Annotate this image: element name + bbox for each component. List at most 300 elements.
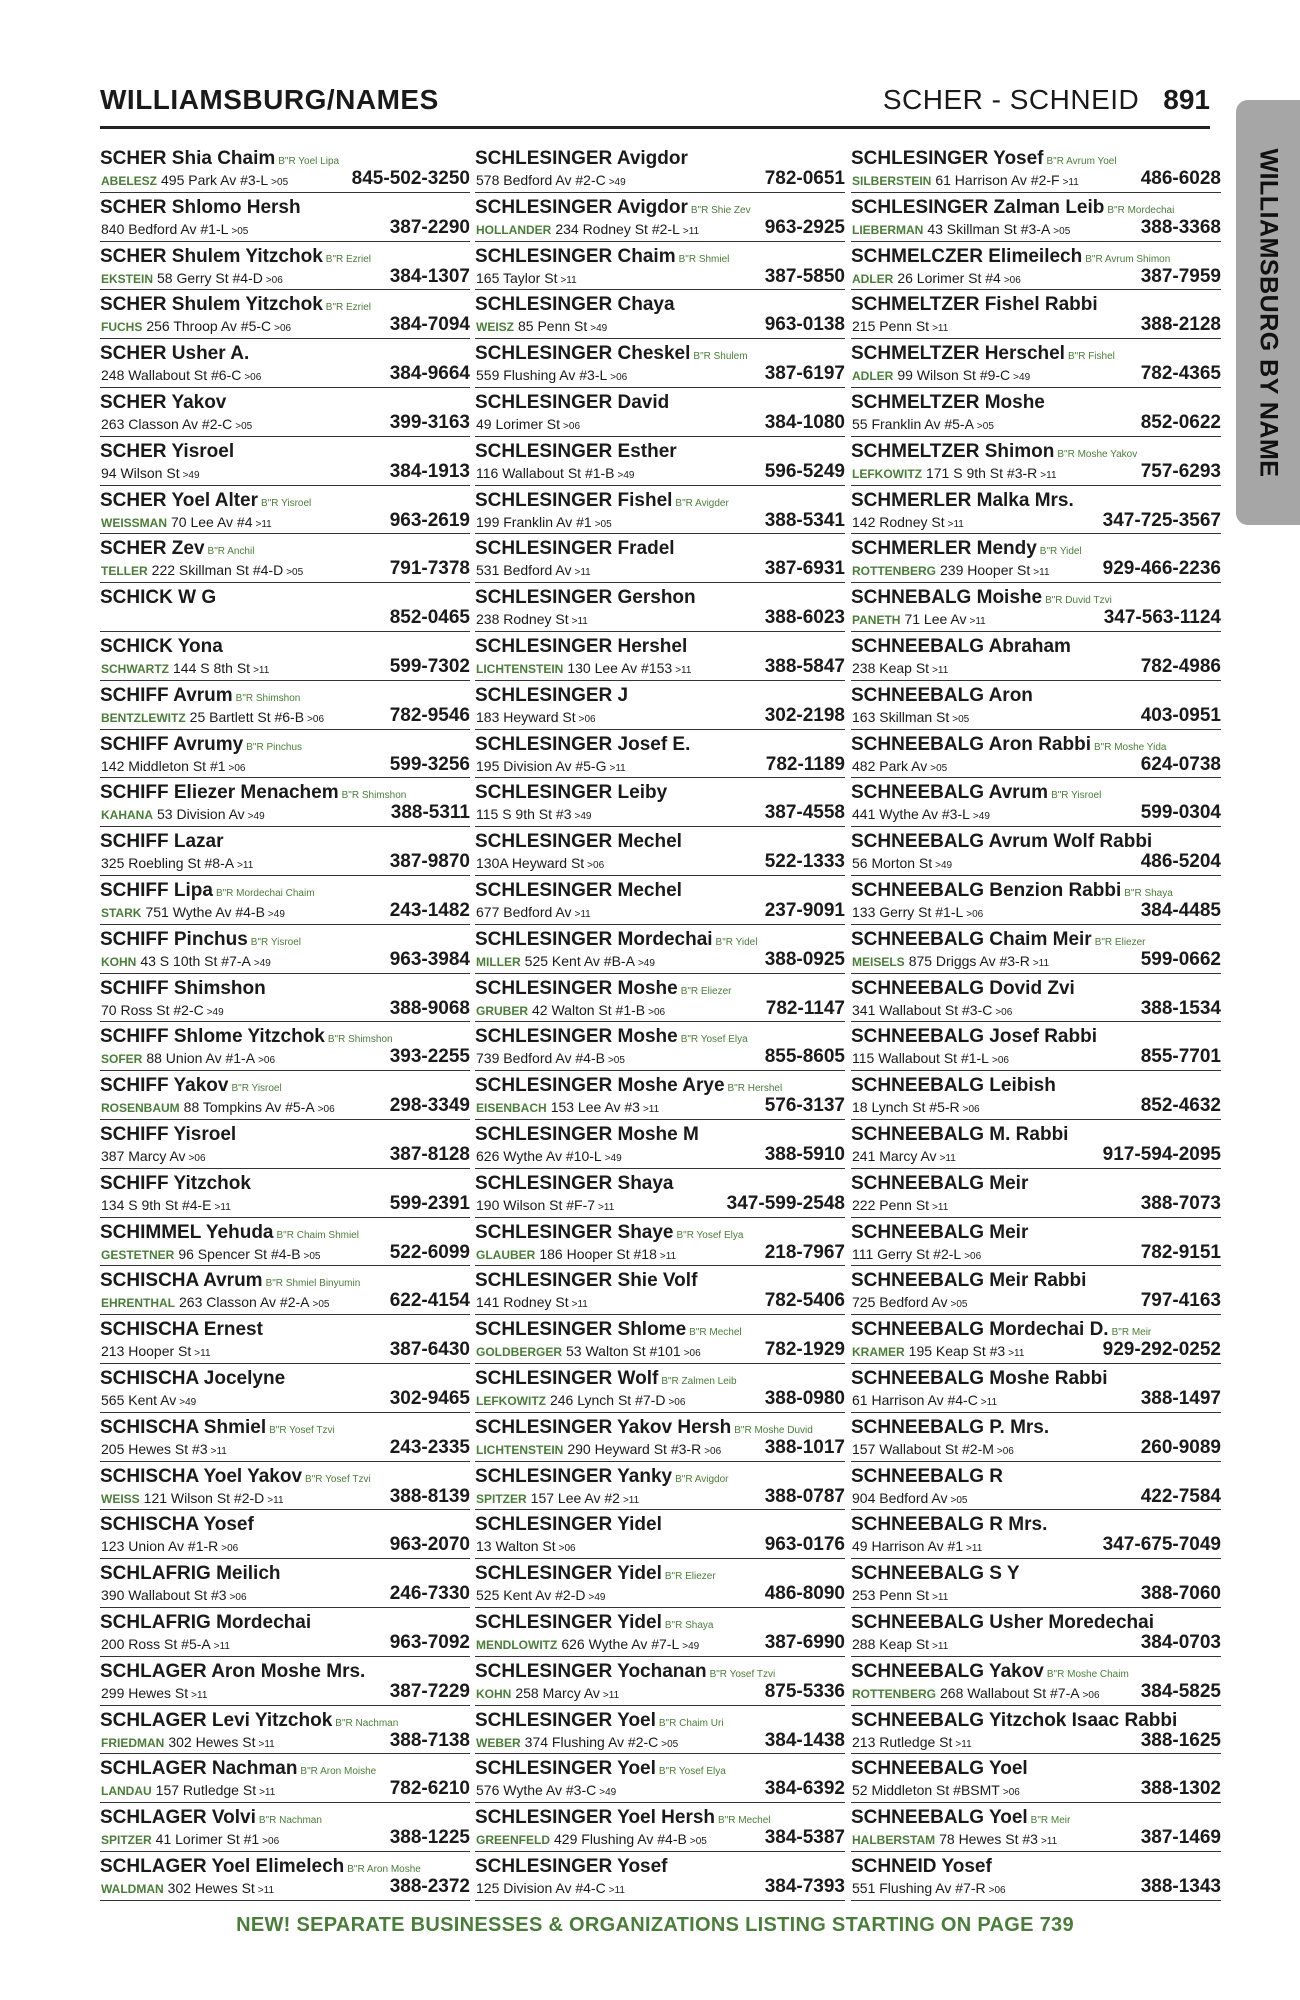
listing-name: SCHLESINGER Shlome	[475, 1319, 687, 1341]
listing-entry	[100, 974, 470, 1023]
phone-number: 791-7378	[389, 558, 470, 580]
entry-address-line	[852, 904, 983, 920]
parent-name: B"R Pinchus	[246, 741, 303, 753]
entry-name-line	[100, 1563, 281, 1585]
entry-address-line	[852, 562, 1050, 578]
street-address: 263 Classon Av #2-C	[101, 415, 233, 432]
zip-suffix: >06	[587, 860, 605, 872]
zip-suffix: >05	[231, 225, 249, 237]
listing-entry	[851, 681, 1221, 730]
parent-name: B"R Moshe Yida	[1093, 741, 1167, 753]
entry-address-line	[476, 221, 699, 237]
listing-entry	[851, 1071, 1221, 1120]
zip-suffix: >11	[1032, 957, 1050, 969]
street-address: 875 Driggs Av #3-R	[908, 952, 1030, 969]
parent-name: B"R Avrum Yoel	[1046, 156, 1117, 167]
entry-address-line	[852, 1782, 1020, 1798]
zip-suffix: >11	[622, 1494, 640, 1506]
zip-suffix: >11	[257, 1884, 275, 1896]
listing-name: SCHLESINGER Moshe Arye	[475, 1075, 725, 1097]
listing-name: SCHICK W G	[100, 587, 217, 609]
zip-suffix: >49	[179, 1396, 197, 1408]
entry-name-line	[100, 978, 266, 1000]
entry-name-line	[100, 197, 301, 219]
entry-address-line	[852, 806, 990, 822]
parent-name: B"R Hershel	[727, 1083, 783, 1095]
zip-suffix: >06	[988, 1884, 1006, 1896]
phone-number: 302-2198	[764, 704, 845, 726]
entry-address-line	[852, 1490, 967, 1506]
entry-address-line	[476, 1538, 576, 1554]
family-name: ROTTENBERG	[852, 1686, 936, 1701]
listing-name: SCHLESINGER Yidel	[475, 1611, 662, 1633]
entry-address-line	[476, 1587, 605, 1603]
street-address: 61 Harrison Av #4-C	[852, 1391, 978, 1408]
zip-suffix: >05	[950, 1299, 968, 1311]
listing-entry	[100, 583, 470, 632]
entry-address-line	[101, 172, 288, 188]
zip-suffix: >06	[558, 1543, 576, 1555]
entry-name-line	[475, 392, 669, 414]
listing-entry	[475, 1754, 845, 1803]
entry-name-line	[851, 246, 1170, 268]
entry-name-line	[475, 1368, 737, 1390]
zip-suffix: >49	[617, 469, 635, 481]
zip-suffix: >06	[995, 1006, 1013, 1018]
parent-name: B"R Yoel Lipa	[278, 156, 340, 167]
listing-entry	[851, 632, 1221, 681]
phone-number: 347-599-2548	[726, 1192, 845, 1214]
listing-name: SCHNEEBALG Josef Rabbi	[851, 1026, 1097, 1048]
listing-entry	[851, 974, 1221, 1023]
listing-entry	[100, 632, 470, 681]
entry-name-line	[100, 343, 249, 365]
zip-suffix: >11	[267, 1494, 284, 1506]
phone-number: 388-6023	[764, 607, 845, 629]
parent-name: B"R Yosef Elya	[680, 1034, 748, 1046]
entry-name-line	[851, 1270, 1086, 1292]
street-address: 70 Ross St #2-C	[101, 1001, 204, 1018]
phone-number: 387-9870	[389, 851, 470, 873]
listing-name: SCHLAGER Volvi	[100, 1807, 256, 1829]
street-address: 49 Lorimer St	[476, 415, 561, 432]
zip-suffix: >11	[255, 518, 272, 530]
zip-suffix: >11	[1040, 469, 1057, 481]
entry-address-line	[101, 465, 200, 481]
entry-address-line	[476, 1148, 622, 1164]
street-address: 144 S 8th St	[173, 659, 251, 676]
street-address: 125 Division Av #4-C	[476, 1879, 606, 1896]
entry-address-line	[852, 1587, 948, 1603]
listing-name: SCHLESINGER David	[475, 391, 670, 413]
entry-name-line	[475, 1075, 782, 1097]
zip-suffix: >05	[661, 1738, 679, 1750]
phone-number: 399-3163	[389, 411, 470, 433]
listing-name: SCHLESINGER Fishel	[475, 489, 673, 511]
entry-address-line	[101, 416, 252, 432]
listing-entry	[100, 1218, 470, 1267]
entry-address-line	[852, 1002, 1012, 1018]
phone-number: 963-2070	[389, 1534, 470, 1556]
entry-name-line	[851, 1319, 1151, 1341]
entry-address-line	[852, 611, 986, 627]
entry-address-line	[476, 1782, 616, 1798]
family-name: FUCHS	[101, 320, 143, 335]
parent-name: B"R Shmiel	[678, 253, 730, 265]
entry-name-line	[475, 734, 690, 756]
listing-entry	[851, 193, 1221, 242]
zip-suffix: >11	[214, 1201, 231, 1213]
phone-number: 852-4632	[1140, 1095, 1221, 1117]
listing-entry	[100, 1364, 470, 1413]
zip-suffix: >06	[578, 713, 596, 725]
entry-address-line	[476, 1490, 639, 1506]
listing-name: SCHNEEBALG Meir Rabbi	[851, 1270, 1087, 1292]
listing-name: SCHIFF Shimshon	[100, 977, 266, 999]
entry-name-line	[851, 1466, 1003, 1488]
street-address: 205 Hewes St #3	[101, 1440, 208, 1457]
entry-address-line	[476, 1734, 678, 1750]
entry-name-line	[100, 246, 371, 268]
zip-suffix: >06	[563, 420, 581, 432]
listing-name: SCHLESINGER Yidel	[475, 1563, 662, 1585]
phone-number: 384-6392	[764, 1778, 845, 1800]
listing-entry	[851, 1169, 1221, 1218]
zip-suffix: >11	[1040, 1836, 1058, 1848]
entry-address-line	[852, 1099, 980, 1115]
zip-suffix: >11	[191, 1689, 208, 1701]
entry-name-line	[475, 1758, 726, 1780]
zip-suffix: >49	[206, 1006, 224, 1018]
street-address: 578 Bedford Av #2-C	[476, 172, 606, 188]
entry-name-line	[100, 1758, 376, 1780]
entry-name-line	[851, 1417, 1049, 1439]
entry-address-line	[101, 562, 303, 578]
phone-number: 599-7302	[389, 655, 470, 677]
entry-address-line	[101, 1685, 207, 1701]
entry-name-line	[475, 1417, 813, 1439]
parent-name: B"R Moshe Chaim	[1046, 1668, 1129, 1680]
entry-name-line	[475, 636, 687, 658]
street-address: 186 Hooper St #18	[539, 1245, 657, 1262]
listing-entry	[851, 144, 1221, 193]
entry-name-line	[100, 1319, 263, 1341]
entry-address-line	[852, 172, 1079, 188]
entry-name-line	[100, 441, 234, 463]
entry-address-line	[852, 465, 1057, 481]
zip-suffix: >11	[253, 664, 270, 676]
listing-name: SCHNEEBALG Aron Rabbi	[851, 733, 1091, 755]
entry-name-line	[851, 1710, 1177, 1732]
listing-name: SCHLESINGER Wolf	[475, 1367, 659, 1389]
listing-name: SCHLESINGER Shie Volf	[475, 1270, 698, 1292]
phone-number: 486-6028	[1140, 168, 1221, 189]
street-address: 565 Kent Av	[101, 1391, 177, 1408]
entry-name-line	[851, 1173, 1028, 1195]
listing-name: SCHNEEBALG Yakov	[851, 1660, 1044, 1682]
phone-number: 403-0951	[1140, 704, 1221, 726]
parent-name: B"R Chaim Uri	[658, 1717, 724, 1729]
family-name: GLAUBER	[476, 1247, 536, 1262]
street-address: 171 S 9th St #3-R	[925, 464, 1038, 481]
phone-number: 302-9465	[389, 1387, 470, 1409]
entry-address-line	[852, 1148, 956, 1164]
parent-name: B"R Nachman	[335, 1717, 399, 1729]
zip-suffix: >06	[610, 372, 628, 384]
zip-suffix: >49	[682, 1640, 700, 1652]
listing-name: SCHLESINGER Chaim	[475, 245, 676, 267]
street-address: 153 Lee Av #3	[550, 1099, 640, 1116]
street-address: 130A Heyward St	[476, 855, 585, 872]
street-address: 234 Rodney St #2-L	[555, 220, 680, 237]
street-address: 751 Wythe Av #4-B	[145, 903, 265, 920]
phone-number: 963-7092	[389, 1631, 470, 1653]
street-address: 429 Flushing Av #4-B	[554, 1831, 687, 1848]
entry-name-line	[851, 490, 1074, 512]
phone-number: 622-4154	[389, 1290, 470, 1312]
phone-number: 387-4558	[764, 802, 845, 824]
listing-name: SCHLESINGER Josef E.	[475, 733, 691, 755]
entry-name-line	[100, 148, 339, 170]
street-address: 268 Wallabout St #7-A	[940, 1684, 1080, 1701]
parent-name: B"R Avigdor	[675, 1473, 729, 1485]
family-name: ROTTENBERG	[852, 564, 936, 579]
listing-entry	[475, 1413, 845, 1462]
listing-entry	[475, 1462, 845, 1511]
phone-number: 782-9546	[389, 704, 470, 726]
zip-suffix: >11	[560, 274, 577, 286]
street-address: 190 Wilson St #F-7	[476, 1196, 596, 1213]
phone-number: 384-1307	[389, 265, 470, 287]
entry-name-line	[475, 538, 675, 560]
listing-name: SCHNEBALG Moishe	[851, 587, 1043, 609]
phone-number: 384-5825	[1140, 1680, 1221, 1702]
listing-name: SCHER Yakov	[100, 391, 227, 413]
zip-suffix: >49	[574, 811, 592, 823]
listing-entry	[851, 437, 1221, 486]
street-address: 246 Lynch St #7-D	[549, 1391, 666, 1408]
parent-name: B"R Yisroel	[231, 1083, 282, 1095]
listing-name: SCHNEEBALG Yitzchok Isaac Rabbi	[851, 1709, 1178, 1731]
entry-name-line	[475, 1563, 716, 1585]
street-address: 157 Wallabout St #2-M	[852, 1440, 994, 1457]
family-name: KOHN	[476, 1686, 512, 1701]
street-address: 61 Harrison Av #2-F	[935, 172, 1060, 188]
entry-address-line	[101, 1538, 238, 1554]
listing-entry	[100, 193, 470, 242]
entry-address-line	[476, 611, 588, 627]
listing-name: SCHLESINGER Yoel	[475, 1709, 656, 1731]
entry-address-line	[476, 514, 612, 530]
street-address: 157 Lee Av #2	[530, 1489, 620, 1506]
parent-name: B"R Yisroel	[1051, 790, 1102, 802]
listing-entry	[475, 974, 845, 1023]
street-address: 626 Wythe Av #10-L	[476, 1147, 602, 1164]
listing-name: SCHLESINGER Esther	[475, 440, 677, 462]
zip-suffix: >11	[932, 1201, 949, 1213]
entry-name-line	[851, 1368, 1108, 1390]
listing-name: SCHICK Yona	[100, 635, 223, 657]
entry-name-line	[475, 1661, 775, 1683]
street-address: 88 Union Av #1-A	[146, 1050, 256, 1067]
listing-name: SCHMELCZER Elimeilech	[851, 245, 1083, 267]
phone-number: 486-5204	[1140, 851, 1221, 873]
listing-entry	[100, 437, 470, 486]
listing-column-1	[100, 144, 470, 1901]
listing-name: SCHNEEBALG Aron	[851, 684, 1033, 706]
zip-suffix: >11	[213, 1640, 230, 1652]
entry-name-line	[100, 734, 302, 756]
entry-name-line	[475, 1026, 748, 1048]
zip-suffix: >11	[574, 567, 591, 579]
entry-name-line	[100, 1026, 393, 1048]
street-address: 53 Division Av	[157, 806, 245, 823]
listing-name: SCHLESINGER Yoel Hersh	[475, 1807, 716, 1829]
street-address: 241 Marcy Av	[852, 1147, 937, 1164]
parent-name: B"R Shmiel Binyumin	[265, 1278, 361, 1290]
street-address: 133 Gerry St #1-L	[852, 903, 964, 920]
family-name: LANDAU	[101, 1784, 152, 1799]
entry-address-line	[101, 270, 283, 286]
parent-name: B"R Shimshon	[327, 1034, 393, 1046]
phone-number: 845-502-3250	[351, 168, 470, 189]
entry-address-line	[101, 806, 265, 822]
parent-name: B"R Nachman	[258, 1815, 322, 1827]
phone-number: 797-4163	[1140, 1290, 1221, 1312]
entry-address-line	[101, 1490, 284, 1506]
listing-name: SCHNEEBALG Moshe Rabbi	[851, 1367, 1108, 1389]
zip-suffix: >05	[930, 762, 948, 774]
zip-suffix: >05	[594, 518, 612, 530]
zip-suffix: >06	[1003, 274, 1021, 286]
parent-name: B"R Shaya	[664, 1619, 714, 1631]
listing-entry	[851, 486, 1221, 535]
listing-name: SCHISCHA Yoel Yakov	[100, 1465, 303, 1487]
zip-suffix: >49	[637, 957, 655, 969]
family-name: WEISS	[101, 1491, 140, 1506]
phone-number: 388-9068	[389, 997, 470, 1019]
listing-name: SCHER Usher A.	[100, 343, 250, 365]
zip-suffix: >06	[221, 1543, 239, 1555]
listing-entry	[475, 632, 845, 681]
listing-entry	[100, 534, 470, 583]
parent-name: B"R Shaya	[1124, 887, 1173, 899]
entry-name-line	[475, 294, 675, 316]
listing-entry	[100, 1266, 470, 1315]
zip-suffix: >06	[262, 1836, 280, 1848]
listing-entry	[100, 827, 470, 876]
parent-name: B"R Avigder	[675, 497, 729, 509]
phone-number: 782-9151	[1140, 1241, 1221, 1263]
family-name: EKSTEIN	[101, 271, 154, 286]
entry-name-line	[100, 294, 371, 316]
family-name: EISENBACH	[476, 1101, 547, 1116]
listing-name: SCHMELTZER Herschel	[851, 343, 1065, 365]
entry-address-line	[101, 1246, 321, 1262]
street-address: 441 Wythe Av #3-L	[852, 806, 970, 823]
street-address: 116 Wallabout St #1-B	[476, 464, 615, 481]
entry-address-line	[476, 270, 577, 286]
entry-address-line	[476, 465, 635, 481]
listing-entry	[851, 778, 1221, 827]
entry-name-line	[475, 978, 732, 1000]
phone-number: 782-1189	[765, 753, 845, 775]
zip-suffix: >11	[194, 1348, 211, 1360]
listing-name: SCHLAFRIG Meilich	[100, 1563, 281, 1585]
listing-entry	[851, 1657, 1221, 1706]
listing-name: SCHLAGER Nachman	[100, 1758, 298, 1780]
phone-number: 388-5847	[764, 655, 845, 677]
listing-name: SCHLAGER Levi Yitzchok	[100, 1709, 333, 1731]
listing-entry	[475, 925, 845, 974]
family-name: FRIEDMAN	[101, 1735, 165, 1750]
listing-name: SCHER Zev	[100, 538, 205, 560]
parent-name: B"R Anchil	[207, 546, 255, 558]
listing-entry	[851, 1315, 1221, 1364]
entry-address-line	[852, 660, 948, 676]
phone-number: 855-8605	[764, 1046, 845, 1068]
entry-address-line	[476, 1685, 619, 1701]
street-address: 88 Tompkins Av #5-A	[183, 1099, 315, 1116]
street-address: 85 Penn St	[518, 318, 588, 335]
listing-entry	[475, 1706, 845, 1755]
listing-entry	[851, 1510, 1221, 1559]
zip-suffix: >06	[668, 1396, 686, 1408]
entry-name-line	[475, 929, 757, 951]
listing-entry	[851, 1266, 1221, 1315]
entry-address-line	[852, 1734, 972, 1750]
zip-suffix: >06	[1082, 1689, 1100, 1701]
listing-name: SCHISCHA Yosef	[100, 1514, 254, 1536]
listing-name: SCHER Shia Chaim	[100, 148, 276, 169]
street-address: 55 Franklin Av #5-A	[852, 415, 974, 432]
parent-name: B"R Aron Moishe	[300, 1766, 377, 1778]
entry-address-line	[476, 416, 580, 432]
zip-suffix: >11	[602, 1689, 620, 1701]
parent-name: B"R Shie Zev	[690, 204, 751, 216]
zip-suffix: >11	[969, 616, 986, 628]
street-address: 111 Gerry St #2-L	[852, 1245, 962, 1262]
street-address: 199 Franklin Av #1	[476, 513, 592, 530]
listing-name: SCHIFF Avrum	[100, 684, 233, 706]
entry-name-line	[851, 1075, 1056, 1097]
listing-entry	[851, 339, 1221, 388]
street-address: 99 Wilson St #9-C	[897, 367, 1011, 384]
street-address: 495 Park Av #3-L	[161, 172, 269, 188]
zip-suffix: >05	[976, 420, 994, 432]
street-address: 238 Keap St	[852, 659, 930, 676]
phone-number: 387-7959	[1140, 265, 1221, 287]
listing-entry	[475, 1169, 845, 1218]
listing-name: SCHLESINGER Mechel	[475, 879, 682, 901]
street-address: 157 Rutledge St	[155, 1782, 257, 1799]
family-name: GREENFELD	[476, 1833, 551, 1848]
listing-entry	[475, 290, 845, 339]
zip-suffix: >49	[599, 1787, 617, 1799]
entry-address-line	[101, 953, 271, 969]
zip-suffix: >11	[258, 1738, 275, 1750]
entry-name-line	[475, 490, 729, 512]
entry-address-line	[101, 1343, 211, 1359]
entry-address-line	[852, 270, 1021, 286]
entry-address-line	[852, 1246, 981, 1262]
listing-entry	[851, 1608, 1221, 1657]
family-name: LICHTENSTEIN	[476, 1442, 564, 1457]
listing-entry	[100, 1071, 470, 1120]
listing-entry	[100, 925, 470, 974]
entry-name-line	[851, 1612, 1154, 1634]
zip-suffix: >11	[955, 1738, 972, 1750]
